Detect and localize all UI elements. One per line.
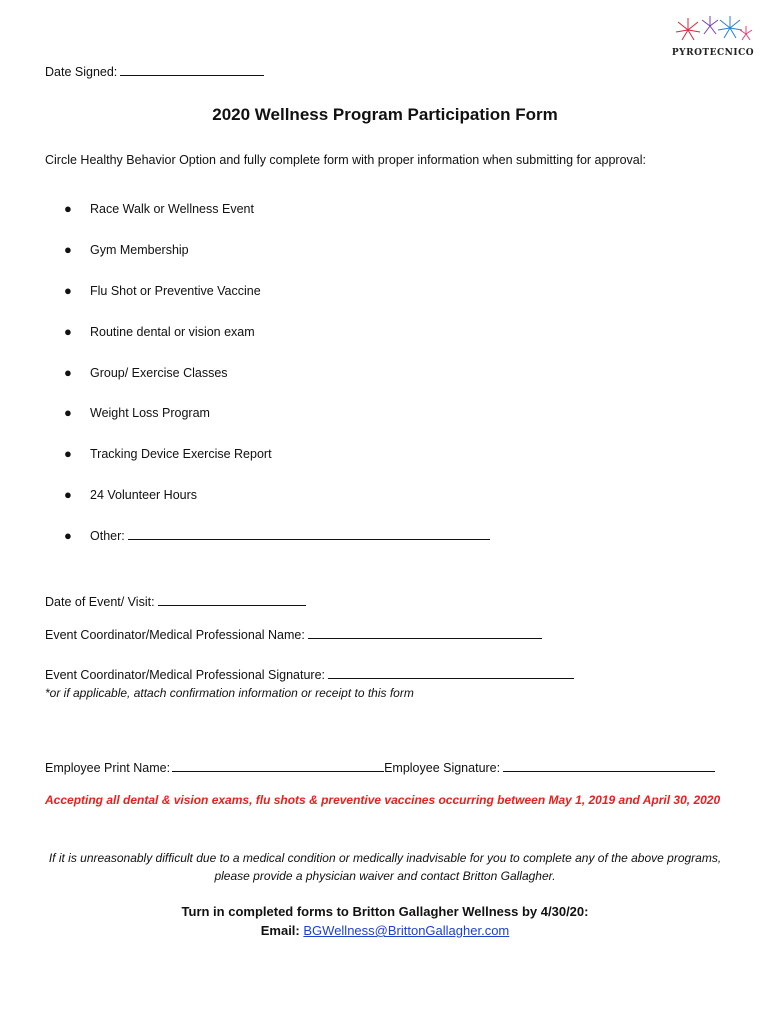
bullet-icon: ●	[64, 324, 72, 339]
bullet-icon: ●	[64, 242, 72, 257]
date-of-event-label: Date of Event/ Visit:	[45, 595, 155, 609]
bullet-icon: ●	[64, 201, 72, 216]
list-item[interactable]: ● Weight Loss Program	[64, 405, 210, 420]
page-title: 2020 Wellness Program Participation Form	[212, 105, 558, 124]
coordinator-signature-field[interactable]	[328, 666, 574, 679]
employee-row	[45, 759, 715, 776]
logo-text: PYROTECNICO	[671, 48, 755, 58]
email-label: Email:	[260, 923, 300, 938]
list-item[interactable]: ● Routine dental or vision exam	[64, 324, 255, 339]
intro-text: Circle Healthy Behavior Option and fully complete form with proper information when submitting for approval:	[45, 153, 646, 167]
employee-signature-field[interactable]	[503, 759, 715, 772]
bullet-icon: ●	[64, 283, 72, 298]
date-of-event-field[interactable]	[158, 593, 306, 606]
email-link[interactable]: BGWellness@BrittonGallagher.com	[303, 923, 510, 938]
list-item[interactable]: ● Tracking Device Exercise Report	[64, 446, 272, 461]
coordinator-name-row	[45, 626, 542, 643]
coordinator-signature-label: Event Coordinator/Medical Professional Signature:	[45, 668, 326, 682]
list-item-other[interactable]: ● Other:	[64, 527, 490, 543]
employee-signature-label: Employee Signature:	[384, 761, 501, 775]
coordinator-name-label: Event Coordinator/Medical Professional Name:	[45, 628, 305, 642]
other-field[interactable]	[128, 527, 490, 540]
waiver-note: If it is unreasonably difficult due to a medical condition or medically inadvisable for you to complete any of the above programs, please provide a physician waiver and contact Britton Gallagher.	[48, 851, 722, 883]
email-row	[0, 923, 770, 939]
bullet-icon: ●	[64, 365, 72, 380]
date-signed-label: Date Signed:	[45, 65, 118, 79]
bullet-icon: ●	[64, 405, 72, 420]
list-item[interactable]: ● 24 Volunteer Hours	[64, 487, 198, 502]
bullet-icon: ●	[64, 487, 72, 502]
attach-note: *or if applicable, attach confirmation information or receipt to this form	[45, 686, 414, 700]
list-item[interactable]: ● Group/ Exercise Classes	[64, 365, 228, 380]
bullet-icon: ●	[64, 528, 72, 543]
accepting-notice: Accepting all dental & vision exams, flu shots & preventive vaccines occurring between May 1, 2019 and April 30, 2020	[45, 793, 721, 807]
coordinator-name-field[interactable]	[308, 626, 542, 639]
date-signed-row	[45, 63, 264, 80]
date-signed-field[interactable]	[120, 63, 264, 76]
fireworks-icon	[664, 12, 758, 52]
company-logo	[664, 12, 758, 62]
turn-in-text: Turn in completed forms to Britton Gallagher Wellness by 4/30/20:	[181, 904, 589, 919]
employee-print-name-field[interactable]	[172, 759, 384, 772]
list-item[interactable]: ● Flu Shot or Preventive Vaccine	[64, 283, 261, 298]
date-of-event-row	[45, 593, 306, 610]
list-item[interactable]: ● Gym Membership	[64, 242, 189, 257]
list-item[interactable]: ● Race Walk or Wellness Event	[64, 201, 254, 216]
coordinator-signature-row	[45, 666, 574, 683]
bullet-icon: ●	[64, 446, 72, 461]
employee-print-name-label: Employee Print Name:	[45, 761, 171, 775]
